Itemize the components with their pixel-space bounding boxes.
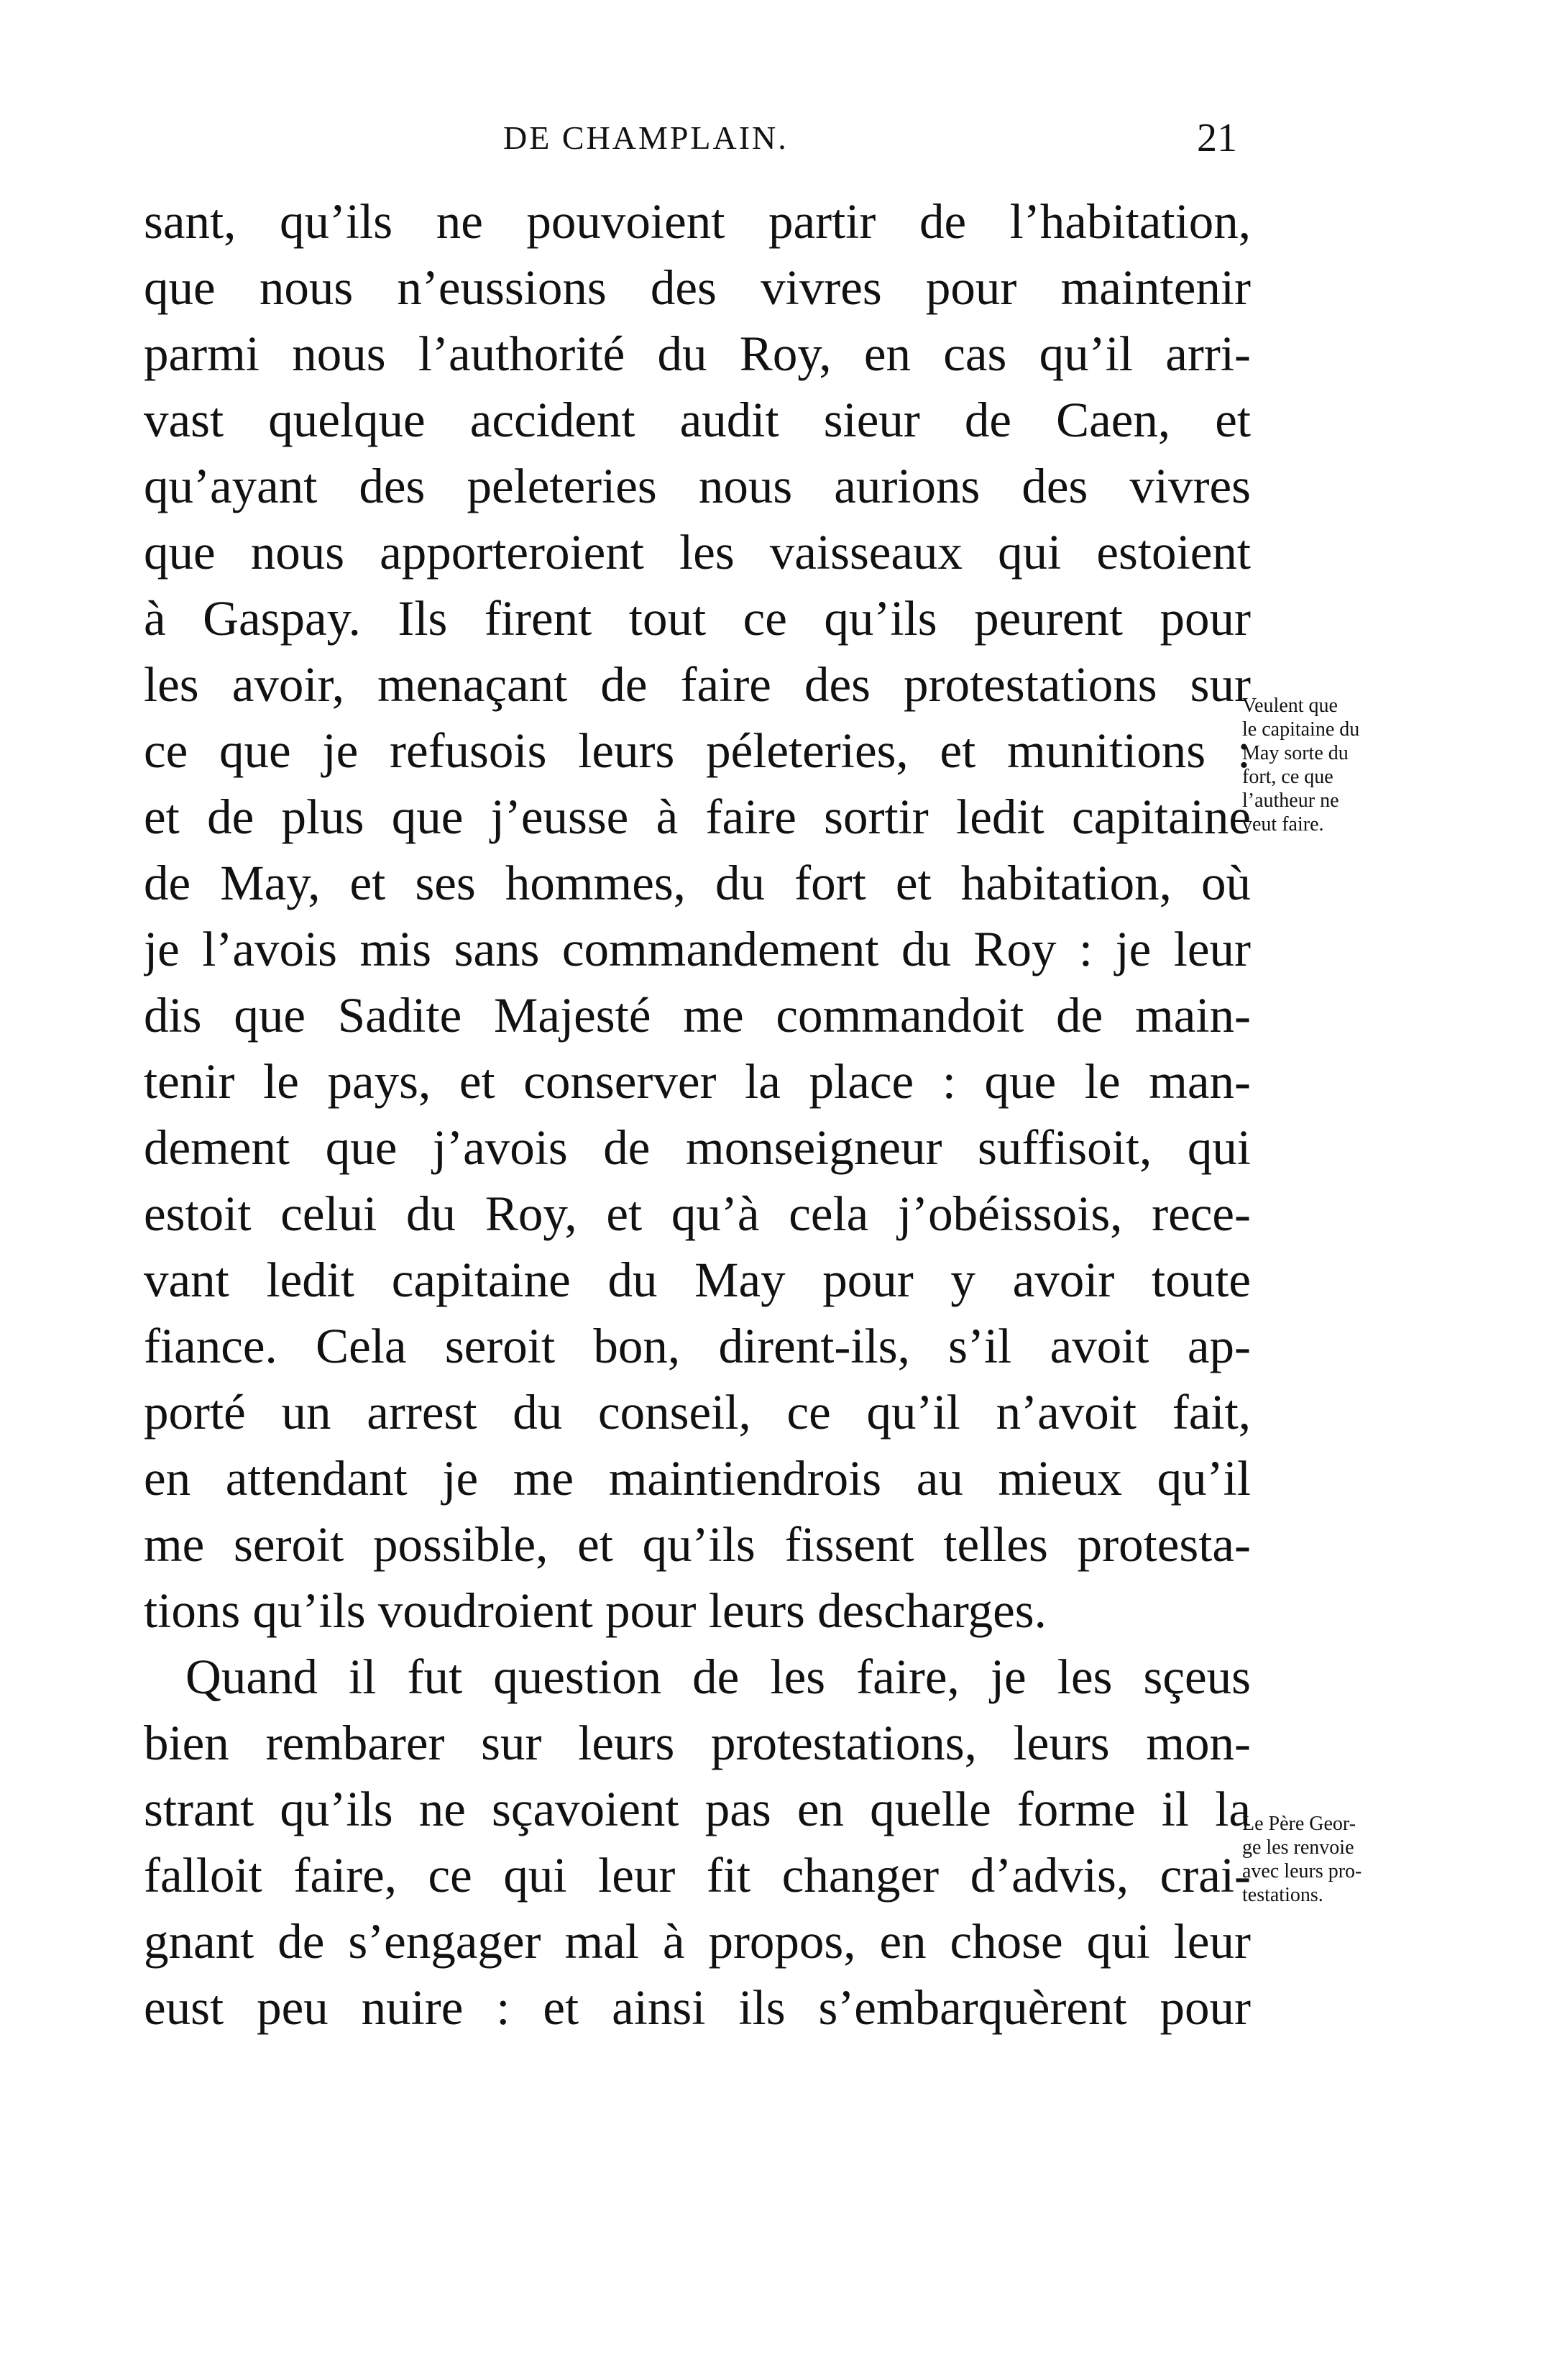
text-line: ce que je refusois leurs péleteries, et munitions :	[144, 723, 1251, 778]
running-head: DE CHAMPLAIN.	[503, 119, 789, 156]
margin-note	[1242, 1812, 1436, 1907]
margin-note-line: ge les renvoie	[1242, 1836, 1354, 1859]
text-line: gnant de s’engager mal à propos, en chose qui leur	[144, 1914, 1251, 1969]
text-line: bien rembarer sur leurs protestations, leurs mon-	[144, 1716, 1251, 1770]
text-line: eust peu nuire : et ainsi ils s’embarquèrent pour	[144, 1980, 1251, 2035]
text-line: de May, et ses hommes, du fort et habitation, où	[144, 856, 1251, 910]
text-line: sant, qu’ils ne pouvoient partir de l’habitation,	[144, 194, 1251, 249]
margin-note-line: Veulent que	[1242, 695, 1338, 717]
text-line: que nous apporteroient les vaisseaux qui estoient	[144, 525, 1251, 580]
text-line: estoit celui du Roy, et qu’à cela j’obéissois, rece-	[144, 1186, 1251, 1241]
text-line: à Gaspay. Ils firent tout ce qu’ils peurent pour	[144, 591, 1251, 646]
text-line: en attendant je me maintiendrois au mieux qu’il	[144, 1451, 1251, 1506]
text-line: dis que Sadite Majesté me commandoit de main-	[144, 988, 1251, 1043]
text-line: dement que j’avois de monseigneur suffisoit, qui	[144, 1120, 1251, 1175]
body-text	[144, 188, 1251, 2041]
page-number: 21	[1197, 116, 1237, 160]
margin-note-line: Le Père Geor-	[1242, 1813, 1356, 1835]
text-line: Quand il fut question de les faire, je les sçeus	[185, 1649, 1251, 1704]
text-line: parmi nous l’authorité du Roy, en cas qu’il arri-	[144, 326, 1251, 381]
margin-note-line: veut faire.	[1242, 813, 1324, 836]
margin-note-line: l’autheur ne	[1242, 789, 1339, 812]
text-line: vast quelque accident audit sieur de Caen, et	[144, 393, 1251, 447]
text-line: que nous n’eussions des vivres pour maintenir	[144, 260, 1251, 315]
margin-note-line: fort, ce que	[1242, 766, 1333, 788]
text-line: falloit faire, ce qui leur fit changer d’advis, crai-	[144, 1848, 1251, 1903]
margin-note-line: avec leurs pro-	[1242, 1860, 1362, 1882]
margin-note-line: le capitaine du	[1242, 718, 1360, 741]
text-line: et de plus que j’eusse à faire sortir ledit capitaine	[144, 789, 1251, 844]
text-line: fiance. Cela seroit bon, dirent-ils, s’il avoit ap-	[144, 1319, 1251, 1373]
text-line: les avoir, menaçant de faire des protestations sur	[144, 657, 1251, 712]
text-line: strant qu’ils ne sçavoient pas en quelle forme il la	[144, 1782, 1251, 1836]
margin-note-line: testations.	[1242, 1884, 1323, 1906]
text-line: porté un arrest du conseil, ce qu’il n’avoit fait,	[144, 1385, 1251, 1440]
text-line: me seroit possible, et qu’ils fissent telles protesta-	[144, 1517, 1251, 1572]
text-line: tions qu’ils voudroient pour leurs descharges.	[144, 1583, 1047, 1638]
text-line: tenir le pays, et conserver la place : que le man-	[144, 1054, 1251, 1109]
margin-note	[1242, 694, 1436, 836]
text-line: vant ledit capitaine du May pour y avoir toute	[144, 1253, 1251, 1307]
text-line: qu’ayant des peleteries nous aurions des vivres	[144, 459, 1251, 513]
margin-note-line: May sorte du	[1242, 742, 1349, 764]
text-line: je l’avois mis sans commandement du Roy : je leur	[144, 922, 1251, 976]
